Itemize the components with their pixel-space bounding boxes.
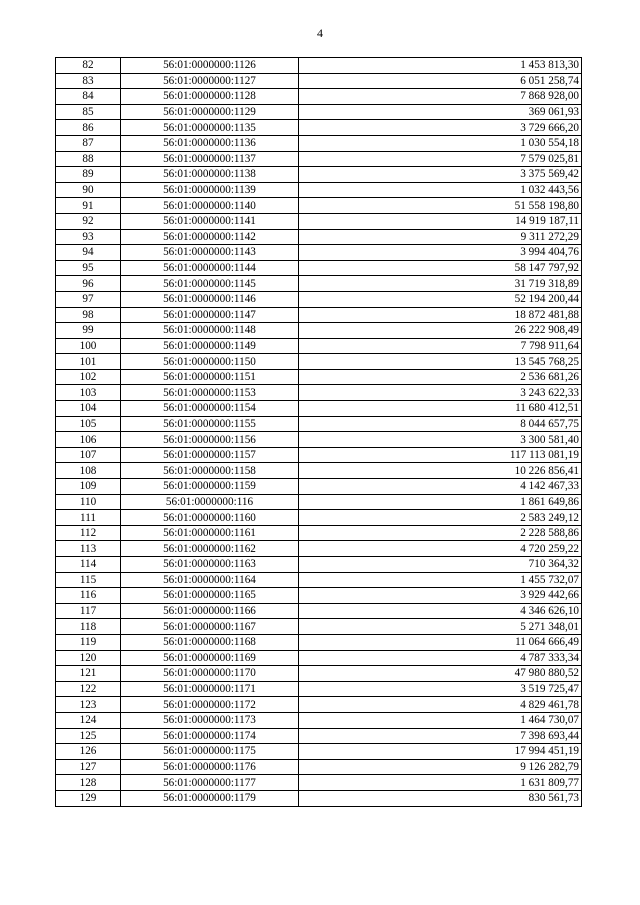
value-cell: 18 872 481,88	[299, 307, 582, 323]
cadastral-number-cell: 56:01:0000000:1145	[121, 276, 299, 292]
value-cell: 51 558 198,80	[299, 198, 582, 214]
row-number-cell: 113	[56, 541, 121, 557]
row-number-cell: 127	[56, 759, 121, 775]
row-number-cell: 103	[56, 385, 121, 401]
table-row	[56, 338, 582, 354]
value-cell: 830 561,73	[299, 790, 582, 806]
row-number-cell: 88	[56, 151, 121, 167]
row-number-cell: 129	[56, 790, 121, 806]
table-row	[56, 104, 582, 120]
value-cell: 710 364,32	[299, 557, 582, 573]
value-cell: 14 919 187,11	[299, 213, 582, 229]
row-number-cell: 83	[56, 73, 121, 89]
row-number-cell: 110	[56, 494, 121, 510]
row-number-cell: 111	[56, 510, 121, 526]
value-cell: 26 222 908,49	[299, 323, 582, 339]
row-number-cell: 94	[56, 245, 121, 261]
table-row	[56, 73, 582, 89]
table-row	[56, 385, 582, 401]
cadastral-number-cell: 56:01:0000000:1174	[121, 728, 299, 744]
row-number-cell: 84	[56, 89, 121, 105]
value-cell: 1 861 649,86	[299, 494, 582, 510]
table-row	[56, 775, 582, 791]
table-row	[56, 323, 582, 339]
row-number-cell: 114	[56, 557, 121, 573]
table-row	[56, 790, 582, 806]
table-row	[56, 369, 582, 385]
row-number-cell: 115	[56, 572, 121, 588]
value-cell: 9 311 272,29	[299, 229, 582, 245]
table-row	[56, 135, 582, 151]
table-row	[56, 213, 582, 229]
table-row	[56, 307, 582, 323]
cadastral-number-cell: 56:01:0000000:1154	[121, 401, 299, 417]
value-cell: 11 680 412,51	[299, 401, 582, 417]
row-number-cell: 124	[56, 712, 121, 728]
value-cell: 58 147 797,92	[299, 260, 582, 276]
row-number-cell: 95	[56, 260, 121, 276]
table-row	[56, 557, 582, 573]
row-number-cell: 120	[56, 650, 121, 666]
table-row	[56, 619, 582, 635]
cadastral-number-cell: 56:01:0000000:1138	[121, 167, 299, 183]
table-row	[56, 650, 582, 666]
cadastral-number-cell: 56:01:0000000:1176	[121, 759, 299, 775]
table-row	[56, 182, 582, 198]
value-cell: 2 228 588,86	[299, 525, 582, 541]
table-row	[56, 681, 582, 697]
row-number-cell: 122	[56, 681, 121, 697]
row-number-cell: 87	[56, 135, 121, 151]
cadastral-number-cell: 56:01:0000000:1143	[121, 245, 299, 261]
cadastral-number-cell: 56:01:0000000:1165	[121, 588, 299, 604]
value-cell: 3 243 622,33	[299, 385, 582, 401]
cadastral-number-cell: 56:01:0000000:1169	[121, 650, 299, 666]
value-cell: 8 044 657,75	[299, 416, 582, 432]
row-number-cell: 104	[56, 401, 121, 417]
cadastral-number-cell: 56:01:0000000:1144	[121, 260, 299, 276]
cadastral-number-cell: 56:01:0000000:1177	[121, 775, 299, 791]
row-number-cell: 126	[56, 744, 121, 760]
cadastral-number-cell: 56:01:0000000:1141	[121, 213, 299, 229]
table-row	[56, 572, 582, 588]
value-cell: 5 271 348,01	[299, 619, 582, 635]
cadastral-number-cell: 56:01:0000000:1148	[121, 323, 299, 339]
cadastral-number-cell: 56:01:0000000:1156	[121, 432, 299, 448]
cadastral-number-cell: 56:01:0000000:1161	[121, 525, 299, 541]
cadastral-number-cell: 56:01:0000000:1153	[121, 385, 299, 401]
cadastral-number-cell: 56:01:0000000:1173	[121, 712, 299, 728]
value-cell: 3 519 725,47	[299, 681, 582, 697]
row-number-cell: 96	[56, 276, 121, 292]
table-row	[56, 759, 582, 775]
value-cell: 3 929 442,66	[299, 588, 582, 604]
cadastral-number-cell: 56:01:0000000:116	[121, 494, 299, 510]
value-cell: 2 536 681,26	[299, 369, 582, 385]
cadastral-number-cell: 56:01:0000000:1128	[121, 89, 299, 105]
cadastral-value-table	[55, 57, 582, 807]
row-number-cell: 105	[56, 416, 121, 432]
cadastral-number-cell: 56:01:0000000:1158	[121, 463, 299, 479]
value-cell: 47 980 880,52	[299, 666, 582, 682]
cadastral-number-cell: 56:01:0000000:1126	[121, 58, 299, 74]
value-cell: 3 729 666,20	[299, 120, 582, 136]
row-number-cell: 100	[56, 338, 121, 354]
table-row	[56, 588, 582, 604]
row-number-cell: 118	[56, 619, 121, 635]
table-row	[56, 260, 582, 276]
table-row	[56, 401, 582, 417]
cadastral-number-cell: 56:01:0000000:1151	[121, 369, 299, 385]
cadastral-number-cell: 56:01:0000000:1129	[121, 104, 299, 120]
row-number-cell: 89	[56, 167, 121, 183]
table-row	[56, 245, 582, 261]
value-cell: 2 583 249,12	[299, 510, 582, 526]
value-cell: 3 375 569,42	[299, 167, 582, 183]
table-row	[56, 229, 582, 245]
cadastral-number-cell: 56:01:0000000:1146	[121, 291, 299, 307]
cadastral-number-cell: 56:01:0000000:1136	[121, 135, 299, 151]
value-cell: 7 868 928,00	[299, 89, 582, 105]
row-number-cell: 98	[56, 307, 121, 323]
value-cell: 10 226 856,41	[299, 463, 582, 479]
cadastral-number-cell: 56:01:0000000:1175	[121, 744, 299, 760]
row-number-cell: 93	[56, 229, 121, 245]
row-number-cell: 106	[56, 432, 121, 448]
table-row	[56, 666, 582, 682]
value-cell: 4 142 467,33	[299, 479, 582, 495]
value-cell: 1 631 809,77	[299, 775, 582, 791]
cadastral-number-cell: 56:01:0000000:1142	[121, 229, 299, 245]
table-row	[56, 167, 582, 183]
row-number-cell: 97	[56, 291, 121, 307]
table-row	[56, 58, 582, 74]
table-row	[56, 510, 582, 526]
page-number: 4	[317, 26, 323, 40]
row-number-cell: 116	[56, 588, 121, 604]
row-number-cell: 102	[56, 369, 121, 385]
table-row	[56, 276, 582, 292]
table-row	[56, 151, 582, 167]
value-cell: 4 720 259,22	[299, 541, 582, 557]
value-cell: 369 061,93	[299, 104, 582, 120]
table-row	[56, 291, 582, 307]
table-row	[56, 697, 582, 713]
value-cell: 9 126 282,79	[299, 759, 582, 775]
cadastral-number-cell: 56:01:0000000:1150	[121, 354, 299, 370]
row-number-cell: 85	[56, 104, 121, 120]
row-number-cell: 82	[56, 58, 121, 74]
value-cell: 6 051 258,74	[299, 73, 582, 89]
cadastral-number-cell: 56:01:0000000:1137	[121, 151, 299, 167]
value-cell: 117 113 081,19	[299, 447, 582, 463]
value-cell: 7 398 693,44	[299, 728, 582, 744]
row-number-cell: 128	[56, 775, 121, 791]
table-row	[56, 603, 582, 619]
cadastral-number-cell: 56:01:0000000:1147	[121, 307, 299, 323]
row-number-cell: 108	[56, 463, 121, 479]
cadastral-number-cell: 56:01:0000000:1179	[121, 790, 299, 806]
row-number-cell: 86	[56, 120, 121, 136]
value-cell: 7 579 025,81	[299, 151, 582, 167]
table-row	[56, 494, 582, 510]
value-cell: 17 994 451,19	[299, 744, 582, 760]
table-row	[56, 744, 582, 760]
value-cell: 3 994 404,76	[299, 245, 582, 261]
table-row	[56, 120, 582, 136]
row-number-cell: 90	[56, 182, 121, 198]
cadastral-number-cell: 56:01:0000000:1163	[121, 557, 299, 573]
table-row	[56, 634, 582, 650]
cadastral-number-cell: 56:01:0000000:1162	[121, 541, 299, 557]
value-cell: 7 798 911,64	[299, 338, 582, 354]
table-row	[56, 432, 582, 448]
value-cell: 1 030 554,18	[299, 135, 582, 151]
table-body	[56, 58, 582, 807]
table-row	[56, 525, 582, 541]
cadastral-number-cell: 56:01:0000000:1170	[121, 666, 299, 682]
row-number-cell: 123	[56, 697, 121, 713]
cadastral-number-cell: 56:01:0000000:1140	[121, 198, 299, 214]
row-number-cell: 125	[56, 728, 121, 744]
table-row	[56, 416, 582, 432]
row-number-cell: 107	[56, 447, 121, 463]
table-row	[56, 541, 582, 557]
value-cell: 1 032 443,56	[299, 182, 582, 198]
cadastral-number-cell: 56:01:0000000:1167	[121, 619, 299, 635]
cadastral-number-cell: 56:01:0000000:1135	[121, 120, 299, 136]
cadastral-number-cell: 56:01:0000000:1127	[121, 73, 299, 89]
row-number-cell: 101	[56, 354, 121, 370]
table-row	[56, 198, 582, 214]
cadastral-number-cell: 56:01:0000000:1164	[121, 572, 299, 588]
value-cell: 1 455 732,07	[299, 572, 582, 588]
row-number-cell: 91	[56, 198, 121, 214]
table-row	[56, 354, 582, 370]
cadastral-number-cell: 56:01:0000000:1172	[121, 697, 299, 713]
cadastral-number-cell: 56:01:0000000:1155	[121, 416, 299, 432]
row-number-cell: 112	[56, 525, 121, 541]
value-cell: 52 194 200,44	[299, 291, 582, 307]
value-cell: 1 453 813,30	[299, 58, 582, 74]
row-number-cell: 99	[56, 323, 121, 339]
row-number-cell: 117	[56, 603, 121, 619]
table-row	[56, 712, 582, 728]
cadastral-number-cell: 56:01:0000000:1149	[121, 338, 299, 354]
cadastral-number-cell: 56:01:0000000:1139	[121, 182, 299, 198]
value-cell: 11 064 666,49	[299, 634, 582, 650]
cadastral-number-cell: 56:01:0000000:1160	[121, 510, 299, 526]
value-cell: 4 787 333,34	[299, 650, 582, 666]
cadastral-number-cell: 56:01:0000000:1157	[121, 447, 299, 463]
row-number-cell: 121	[56, 666, 121, 682]
table-row	[56, 89, 582, 105]
table-row	[56, 463, 582, 479]
row-number-cell: 92	[56, 213, 121, 229]
cadastral-number-cell: 56:01:0000000:1166	[121, 603, 299, 619]
value-cell: 13 545 768,25	[299, 354, 582, 370]
row-number-cell: 109	[56, 479, 121, 495]
cadastral-number-cell: 56:01:0000000:1171	[121, 681, 299, 697]
value-cell: 1 464 730,07	[299, 712, 582, 728]
row-number-cell: 119	[56, 634, 121, 650]
value-cell: 4 346 626,10	[299, 603, 582, 619]
table-row	[56, 728, 582, 744]
value-cell: 31 719 318,89	[299, 276, 582, 292]
table-row	[56, 479, 582, 495]
cadastral-number-cell: 56:01:0000000:1159	[121, 479, 299, 495]
value-cell: 4 829 461,78	[299, 697, 582, 713]
table-row	[56, 447, 582, 463]
value-cell: 3 300 581,40	[299, 432, 582, 448]
cadastral-number-cell: 56:01:0000000:1168	[121, 634, 299, 650]
